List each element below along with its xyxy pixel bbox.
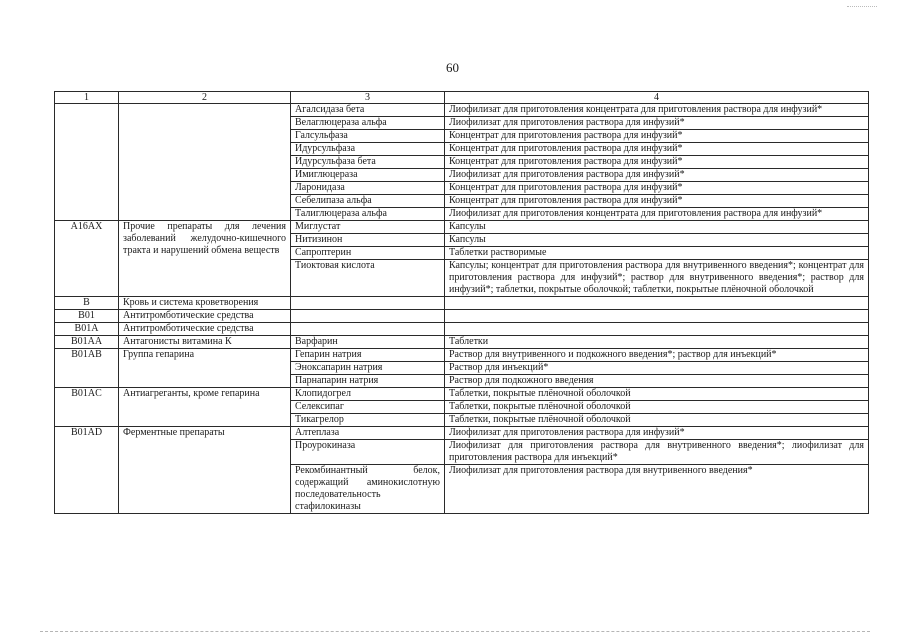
drug-cell: Нитизинон bbox=[291, 234, 445, 247]
form-cell: Лиофилизат для приготовления раствора для инфузий* bbox=[445, 427, 869, 440]
form-cell: Концентрат для приготовления раствора для инфузий* bbox=[445, 156, 869, 169]
drug-cell: Парнапарин натрия bbox=[291, 375, 445, 388]
drug-cell: Эноксапарин натрия bbox=[291, 362, 445, 375]
drug-cell: Варфарин bbox=[291, 336, 445, 349]
drug-cell: Гепарин натрия bbox=[291, 349, 445, 362]
drug-cell: Сапроптерин bbox=[291, 247, 445, 260]
drug-cell: Тикагрелор bbox=[291, 414, 445, 427]
form-cell bbox=[445, 297, 869, 310]
table-row bbox=[55, 323, 869, 336]
table-row bbox=[55, 427, 869, 440]
code-cell bbox=[55, 104, 119, 221]
group-cell: Группа гепарина bbox=[119, 349, 291, 388]
form-cell: Таблетки, покрытые плёночной оболочкой bbox=[445, 414, 869, 427]
form-cell: Таблетки, покрытые плёночной оболочкой bbox=[445, 401, 869, 414]
table-row bbox=[55, 388, 869, 401]
column-header-4: 4 bbox=[445, 92, 869, 104]
form-cell bbox=[445, 323, 869, 336]
group-cell: Антиагреганты, кроме гепарина bbox=[119, 388, 291, 427]
drug-cell: Ларонидаза bbox=[291, 182, 445, 195]
form-cell: Концентрат для приготовления раствора для инфузий* bbox=[445, 195, 869, 208]
drug-cell: Галсульфаза bbox=[291, 130, 445, 143]
form-cell: Лиофилизат для приготовления раствора для внутривенного введения*; лиофилизат для приготовления раствора для инъекций* bbox=[445, 440, 869, 465]
drug-cell: Селексипаг bbox=[291, 401, 445, 414]
group-cell: Антитромботические средства bbox=[119, 310, 291, 323]
form-cell: Раствор для внутривенного и подкожного введения*; раствор для инъекций* bbox=[445, 349, 869, 362]
column-header-2: 2 bbox=[119, 92, 291, 104]
code-cell: B01AD bbox=[55, 427, 119, 514]
form-cell: Таблетки растворимые bbox=[445, 247, 869, 260]
form-cell: Раствор для инъекций* bbox=[445, 362, 869, 375]
code-cell: B bbox=[55, 297, 119, 310]
form-cell: Лиофилизат для приготовления раствора для инфузий* bbox=[445, 169, 869, 182]
drug-cell bbox=[291, 323, 445, 336]
code-cell: B01A bbox=[55, 323, 119, 336]
group-cell: Антитромботические средства bbox=[119, 323, 291, 336]
form-cell: Лиофилизат для приготовления раствора для внутривенного введения* bbox=[445, 465, 869, 514]
drug-cell: Тиоктовая кислота bbox=[291, 260, 445, 297]
drug-cell: Рекомбинантный белок, содержащий аминокислотную последовательность стафилокиназы bbox=[291, 465, 445, 514]
form-cell: Лиофилизат для приготовления раствора для инфузий* bbox=[445, 117, 869, 130]
code-cell: B01AB bbox=[55, 349, 119, 388]
drug-cell: Проурокиназа bbox=[291, 440, 445, 465]
drug-cell: Велаглюцераза альфа bbox=[291, 117, 445, 130]
drug-cell: Агалсидаза бета bbox=[291, 104, 445, 117]
group-cell: Прочие препараты для лечения заболеваний желудочно-кишечного тракта и нарушений обмена веществ bbox=[119, 221, 291, 297]
drug-cell: Имиглюцераза bbox=[291, 169, 445, 182]
drug-cell: Алтеплаза bbox=[291, 427, 445, 440]
code-cell: B01 bbox=[55, 310, 119, 323]
drug-table bbox=[54, 91, 869, 514]
code-cell: B01AC bbox=[55, 388, 119, 427]
form-cell: Лиофилизат для приготовления концентрата для приготовления раствора для инфузий* bbox=[445, 208, 869, 221]
column-header-1: 1 bbox=[55, 92, 119, 104]
group-cell bbox=[119, 104, 291, 221]
group-cell: Антагонисты витамина К bbox=[119, 336, 291, 349]
drug-cell: Клопидогрел bbox=[291, 388, 445, 401]
scan-artifact bbox=[40, 631, 870, 632]
form-cell: Лиофилизат для приготовления концентрата для приготовления раствора для инфузий* bbox=[445, 104, 869, 117]
group-cell: Кровь и система кроветворения bbox=[119, 297, 291, 310]
table-row bbox=[55, 221, 869, 234]
table-row bbox=[55, 349, 869, 362]
scan-artifact bbox=[847, 6, 877, 7]
table-row bbox=[55, 297, 869, 310]
form-cell: Таблетки bbox=[445, 336, 869, 349]
table-header-row bbox=[55, 92, 869, 104]
drug-cell: Себелипаза альфа bbox=[291, 195, 445, 208]
drug-cell: Идурсульфаза bbox=[291, 143, 445, 156]
form-cell: Концентрат для приготовления раствора для инфузий* bbox=[445, 143, 869, 156]
drug-cell: Талиглюцераза альфа bbox=[291, 208, 445, 221]
group-cell: Ферментные препараты bbox=[119, 427, 291, 514]
table-row bbox=[55, 310, 869, 323]
page-number: 60 bbox=[446, 60, 459, 75]
drug-cell bbox=[291, 297, 445, 310]
form-cell bbox=[445, 310, 869, 323]
form-cell: Концентрат для приготовления раствора для инфузий* bbox=[445, 182, 869, 195]
form-cell: Капсулы; концентрат для приготовления раствора для внутривенного введения*; концентрат для приготовления раствора для инфузий*; раствор для внутривенного введения*; раствор для инфузий*; таблетки, покрытые оболочкой; таблетки, покрытые плёночной оболочкой bbox=[445, 260, 869, 297]
form-cell: Концентрат для приготовления раствора для инфузий* bbox=[445, 130, 869, 143]
form-cell: Таблетки, покрытые плёночной оболочкой bbox=[445, 388, 869, 401]
code-cell: A16AX bbox=[55, 221, 119, 297]
form-cell: Капсулы bbox=[445, 221, 869, 234]
drug-cell: Идурсульфаза бета bbox=[291, 156, 445, 169]
drug-cell bbox=[291, 310, 445, 323]
form-cell: Капсулы bbox=[445, 234, 869, 247]
form-cell: Раствор для подкожного введения bbox=[445, 375, 869, 388]
table-row bbox=[55, 336, 869, 349]
table-row bbox=[55, 104, 869, 117]
column-header-3: 3 bbox=[291, 92, 445, 104]
drug-cell: Миглустат bbox=[291, 221, 445, 234]
code-cell: B01AA bbox=[55, 336, 119, 349]
